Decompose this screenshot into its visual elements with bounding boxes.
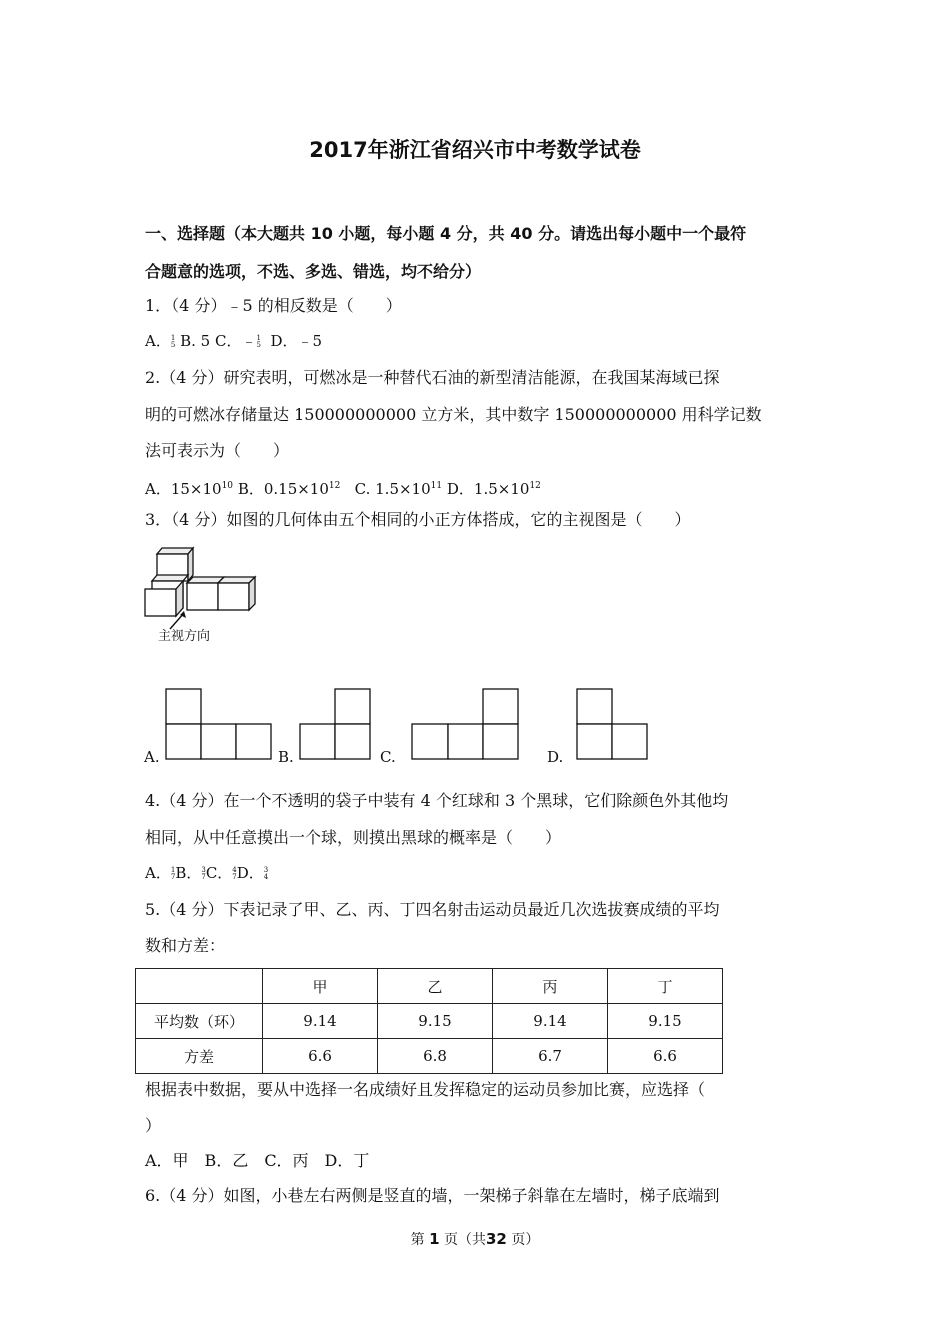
q4-opt-b-fraction: 3 7 — [201, 866, 206, 881]
table-cell: 9.15 — [378, 1004, 493, 1039]
table-cell: 6.6 — [608, 1039, 723, 1074]
q1-opt-b: B. 5 — [180, 332, 211, 350]
q5-after-line2: ） — [145, 1116, 162, 1135]
q1-stem: 1．（4 分）﹣5 的相反数是（ ） — [145, 296, 402, 315]
table-cell: 平均数（环） — [136, 1004, 263, 1039]
q3-view-b-drawing — [299, 688, 373, 762]
q4-opt-d-label: D． — [236, 864, 264, 882]
table-row — [136, 1004, 723, 1039]
table-header-cell — [136, 969, 263, 1004]
table-cell: 9.14 — [493, 1004, 608, 1039]
q1-options — [145, 331, 322, 351]
q3-view-d-drawing — [576, 688, 650, 762]
q3-label-b[interactable]: B. — [278, 748, 294, 766]
q4-line1: 4.（4 分）在一个不透明的袋子中装有 4 个红球和 3 个黑球，它们除颜色外其他均 — [145, 791, 729, 810]
q3-label-d[interactable]: D. — [547, 748, 564, 766]
page-footer: 第 1 页（共32 页） — [410, 1230, 540, 1248]
q6-line1: 6.（4 分）如图，小巷左右两侧是竖直的墙，一架梯子斜靠在左墙时，梯子底端到 — [145, 1186, 720, 1205]
table-cell: 6.8 — [378, 1039, 493, 1074]
q3-view-c[interactable] — [411, 688, 520, 766]
q3-figure-caption: 主视方向 — [158, 629, 211, 644]
q2-line1: 2.（4 分）研究表明，可燃冰是一种替代石油的新型清洁能源，在我国某海域已探 — [145, 368, 720, 387]
q3-view-a[interactable] — [165, 688, 272, 766]
q5-score-table — [135, 968, 723, 1074]
page-title: 2017年浙江省绍兴市中考数学试卷 — [309, 138, 641, 162]
table-header-row — [136, 969, 723, 1004]
q1-opt-c-label: C．﹣ — [214, 332, 257, 350]
q2-opt-b: B．$0.15\times 10^{12}$ — [237, 480, 341, 498]
current-page: 1 — [429, 1230, 440, 1248]
q1-opt-a-label: A． — [145, 332, 171, 350]
q3-stem: 3．（4 分）如图的几何体由五个相同的小正方体搭成，它的主视图是（ ） — [145, 510, 691, 529]
table-row — [136, 1039, 723, 1074]
q4-opt-d-fraction: 3 4 — [263, 866, 269, 881]
q3-label-a[interactable]: A. — [144, 748, 160, 766]
table-header-cell: 乙 — [378, 969, 493, 1004]
table-cell: 9.14 — [263, 1004, 378, 1039]
q3-label-c[interactable]: C. — [380, 748, 396, 766]
q4-line2: 相同，从中任意摸出一个球，则摸出黑球的概率是（ ） — [145, 828, 562, 847]
q2-opt-a: A．$15\times 10^{10}$ — [145, 480, 234, 498]
table-cell: 9.15 — [608, 1004, 723, 1039]
q3-view-c-drawing — [411, 688, 520, 762]
q2-options — [145, 476, 541, 499]
q5-line2: 数和方差： — [145, 936, 226, 955]
section-heading-line1: 一、选择题（本大题共 10 小题，每小题 4 分，共 40 分。请选出每小题中一个最符 — [145, 224, 747, 243]
q4-opt-a-label: A． — [145, 864, 171, 882]
q1-opt-d: D．﹣5 — [270, 332, 323, 350]
q1-opt-c-fraction: 1 5 — [256, 334, 261, 349]
q3-view-b[interactable] — [299, 688, 373, 766]
q2-opt-c: C. $1.5\times 10^{11}$ — [354, 480, 443, 498]
q2-line3: 法可表示为（ ） — [145, 441, 290, 460]
q2-opt-d: D．$1.5\times 10^{12}$ — [446, 480, 541, 498]
table-header-cell: 甲 — [263, 969, 378, 1004]
q5-after-line1: 根据表中数据，要从中选择一名成绩好且发挥稳定的运动员参加比赛，应选择（ — [145, 1080, 706, 1099]
table-header-cell: 丁 — [608, 969, 723, 1004]
q4-options — [145, 863, 268, 883]
table-cell: 6.6 — [263, 1039, 378, 1074]
q4-opt-c-label: C． — [205, 864, 233, 882]
table-header-cell: 丙 — [493, 969, 608, 1004]
q1-opt-a-fraction: 1 5 — [170, 334, 176, 349]
q3-view-d[interactable] — [576, 688, 650, 766]
q3-solid-figure — [140, 545, 265, 645]
q4-opt-a-fraction: 1 7 — [170, 866, 176, 881]
q5-line1: 5.（4 分）下表记录了甲、乙、丙、丁四名射击运动员最近几次选拔赛成绩的平均 — [145, 900, 720, 919]
table-cell: 6.7 — [493, 1039, 608, 1074]
table-cell: 方差 — [136, 1039, 263, 1074]
q2-line2: 明的可燃冰存储量达 150000000000 立方米，其中数字 150000000000 用科学记数 — [145, 405, 762, 424]
q4-opt-b-label: B． — [175, 864, 202, 882]
total-pages: 32 — [486, 1230, 507, 1248]
section-heading-line2: 合题意的选项，不选、多选、错选，均不给分） — [145, 262, 482, 281]
q4-opt-c-fraction: 4 7 — [232, 866, 237, 881]
q3-view-a-drawing — [165, 688, 272, 762]
q5-options: A．甲 B．乙 C．丙 D．丁 — [145, 1151, 370, 1170]
